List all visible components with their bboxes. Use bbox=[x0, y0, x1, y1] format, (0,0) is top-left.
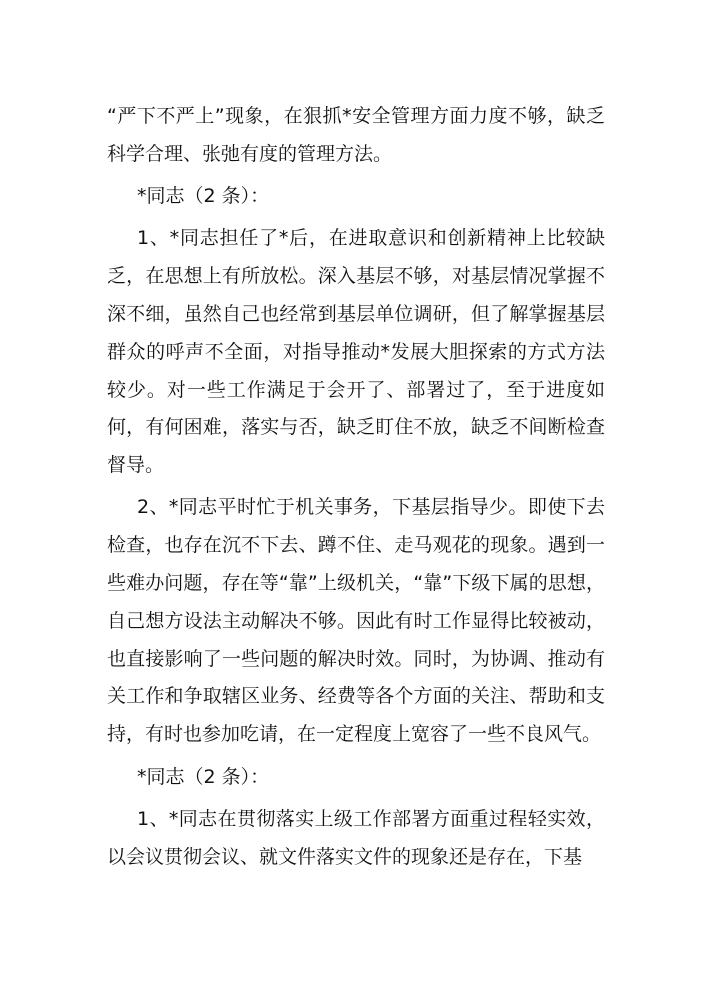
section-heading-comrade-2: *同志（2 条）： bbox=[137, 765, 270, 788]
paragraph-continued: “严下不严上”现象，在狠抓*安全管理方面力度不够，缺乏科学合理、张弛有度的管理方法。 bbox=[107, 105, 605, 165]
paragraph-item-1-second-section: 1、*同志在贯彻落实上级工作部署方面重过程轻实效，以会议贯彻会议、就文件落实文件的现象还是存在，下基 bbox=[107, 807, 605, 868]
section-heading-comrade-1: *同志（2 条）： bbox=[137, 185, 270, 208]
paragraph-item-2: 2、*同志平时忙于机关事务，下基层指导少。即使下去检查，也存在沉不下去、蹲不住、走马观花的现象。遇到一些难办问题，存在等“靠”上级机关，“靠”下级下属的思想，自己想方设法主动解决不够。因此有时工作显得比较被动，也直接影响了一些问题的解决时效。同时，为协调、推动有关工作和争取辖区业务、经费等各个方面的关注、帮助和支持，有时也参加吃请，在一定程度上宽容了一些不良风气。 bbox=[107, 496, 605, 746]
paragraph-item-1: 1、*同志担任了*后，在进取意识和创新精神上比较缺乏，在思想上有所放松。深入基层不够，对基层情况掌握不深不细，虽然自己也经常到基层单位调研，但了解掌握基层群众的呼声不全面，对指导推动*发展大胆探索的方式方法较少。对一些工作满足于会开了、部署过了，至于进度如何，有何困难，落实与否，缺乏盯住不放，缺乏不间断检查督导。 bbox=[107, 227, 605, 477]
document-body bbox=[107, 98, 605, 881]
